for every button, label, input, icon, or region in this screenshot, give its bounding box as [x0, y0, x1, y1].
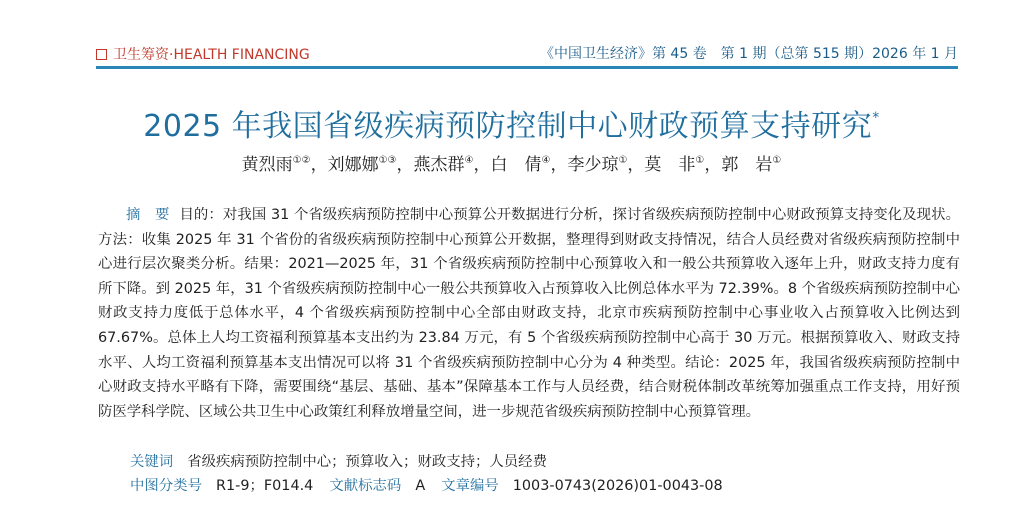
affiliation-mark: ① [618, 155, 628, 166]
article-number-label: 文章编号 [441, 478, 499, 494]
author: 郭 岩① [721, 155, 782, 175]
author: 白 倩④ [490, 155, 551, 175]
affiliation-mark: ④ [541, 155, 551, 166]
abstract-label: 摘 要 [126, 207, 170, 223]
section-label [96, 44, 310, 64]
affiliation-mark: ④ [464, 155, 474, 166]
author: 黄烈雨①② [241, 155, 311, 175]
abstract [98, 203, 960, 424]
classification-line [130, 474, 723, 495]
author: 燕杰群④ [413, 155, 474, 175]
section-label-text: 卫生筹资·HEALTH FINANCING [113, 47, 310, 63]
square-icon [96, 49, 107, 60]
author: 刘娜娜①③ [327, 155, 397, 175]
keywords [130, 450, 547, 471]
journal-citation: 《中国卫生经济》第 45 卷 第 1 期（总第 515 期）2026 年 1 月 [539, 46, 958, 62]
article-number-value: 1003-0743(2026)01-0043-08 [512, 478, 723, 494]
clc-label: 中图分类号 [130, 478, 202, 494]
author-list: 黄烈雨①②，刘娜娜①③，燕杰群④，白 倩④，李少琼①，莫 非①，郭 岩① [241, 155, 782, 175]
abstract-text: 目的：对我国 31 个省级疾病预防控制中心预算公开数据进行分析，探讨省级疾病预防控制中心财政预算支持变化及现状。方法：收集 2025 年 31 个省份的省级疾病预防控制中心预算公开数据，整理得到财政支持情况，结合人员经费对省级疾病预防控制中心进行层次聚类分析。结果：2021—2025 年，31 个省级疾病预防控制中心预算收入和一般公共预算收入逐年上升，财政支持力度有所下降。到 2025 年，31 个省级疾病预防控制中心一般公共预算收入占预算收入比例总体水平为 72.39%。8 个省级疾病预防控制中心财政支持力度低于总体水平，4 个省级疾病预防控制中心全部由财政支持，北京市疾病预防控制中心事业收入占预算收入比例达到 67.67%。总体上人均工资福利预算基本支出约为 23.84 万元，有 5 个省级疾病预防控制中心高于 30 万元。根据预算收入、财政支持水平、人均工资福利预算基本支出情况可以将 31 个省级疾病预防控制中心分为 4 种类型。结论：2025 年，我国省级疾病预防控制中心财政支持水平略有下降，需要围绕“基层、基础、基本”保障基本工作与人员经费，结合财税体制改革统筹加强重点工作支持，用好预防医学科学院、区域公共卫生中心政策红利释放增量空间，进一步规范省级疾病预防控制中心预算管理。 [98, 207, 960, 420]
article-title [0, 101, 1023, 145]
affiliation-mark: ① [772, 155, 782, 166]
affiliation-mark: ①② [292, 155, 311, 166]
keywords-label: 关键词 [130, 454, 174, 470]
keywords-text: 省级疾病预防控制中心；预算收入；财政支持；人员经费 [187, 454, 547, 470]
title-footnote-mark: * [872, 110, 880, 126]
author: 莫 非① [644, 155, 705, 175]
clc-value: R1-9；F014.4 [215, 478, 314, 494]
author: 李少琼① [567, 155, 628, 175]
header-divider [96, 66, 958, 69]
affiliation-mark: ①③ [378, 155, 397, 166]
affiliation-mark: ① [695, 155, 705, 166]
article-title-text: 2025 年我国省级疾病预防控制中心财政预算支持研究 [143, 109, 873, 144]
doc-code-value: A [415, 478, 426, 494]
running-header [96, 42, 958, 64]
doc-code-label: 文献标志码 [329, 478, 402, 494]
